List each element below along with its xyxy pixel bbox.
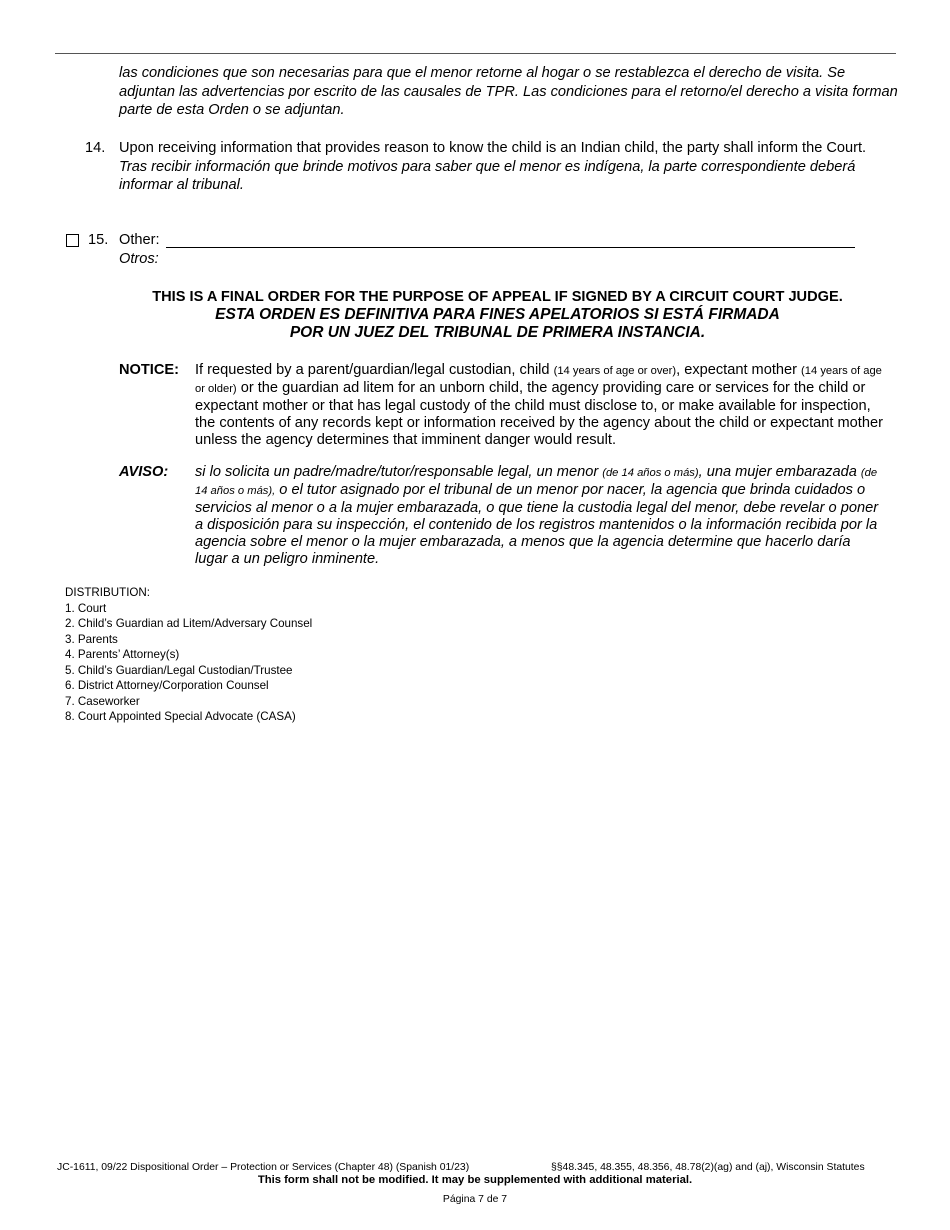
notice-text xyxy=(195,362,883,449)
aviso-part2: , una mujer embarazada xyxy=(698,464,861,480)
notice-small1: (14 years of age or over) xyxy=(553,365,677,377)
distribution-item: 3. Parents xyxy=(65,632,118,646)
item-14-spanish: Tras recibir información que brinde motivos para saber que el menor es indígena, la parte correspondiente deberá informar al tribunal. xyxy=(119,158,856,194)
distribution-item: 2. Child’s Guardian ad Litem/Adversary Counsel xyxy=(65,617,313,630)
notice-label: NOTICE: xyxy=(119,362,179,378)
page-number: Página 7 de 7 xyxy=(442,1194,508,1205)
other-input-line[interactable] xyxy=(166,247,855,248)
distribution-item: 5. Child’s Guardian/Legal Custodian/Trustee xyxy=(65,663,293,677)
distribution-item: 8. Court Appointed Special Advocate (CASA) xyxy=(65,710,296,723)
item-14 xyxy=(119,139,879,195)
item-14-english: Upon receiving information that provides reason to know the child is an Indian child, the party shall inform the Court. xyxy=(119,140,867,156)
top-rule xyxy=(55,53,896,54)
item-15-checkbox[interactable] xyxy=(66,234,79,247)
aviso-label: AVISO: xyxy=(119,464,169,480)
notice-part3: or the guardian ad litem for an unborn child, the agency providing care or services for the child or expectant mother or that has legal custody of the child must disclose to, or make available for inspection, the contents of any records kept or information received by the agency about the child or expectant mother unless the agency determines that imminent danger would result. xyxy=(195,380,883,448)
distribution-item: 6. District Attorney/Corporation Counsel xyxy=(65,679,269,692)
aviso-small1: (de 14 años o más) xyxy=(602,467,699,479)
notice-small2: (14 years of age or older) xyxy=(195,365,882,395)
final-order-english: THIS IS A FINAL ORDER FOR THE PURPOSE OF APPEAL IF SIGNED BY A CIRCUIT COURT JUDGE. xyxy=(152,289,843,305)
distribution-list xyxy=(65,585,312,725)
other-label: Other: xyxy=(119,232,160,248)
aviso-part3: o el tutor asignado por el tribunal de un menor por nacer, la agencia que brinda cuidados o servicios al menor o a la mujer embarazada, o que tiene la custodia legal del menor, debe revelar o poner a disposición para su inspección, el contenido de los registros mantenidos o la información recibida por la agencia sobre el menor o la mujer embarazada, a menos que la agencia determine que hacerlo daría lugar a un peligro inminente. xyxy=(195,482,879,567)
otros-label: Otros: xyxy=(119,251,159,267)
item-14-number: 14. xyxy=(85,140,106,156)
footer-form-id: JC-1611, 09/22 Dispositional Order – Protection or Services (Chapter 48) (Spanish 01/23) xyxy=(57,1162,470,1173)
aviso-part1: si lo solicita un padre/madre/tutor/responsable legal, un menor xyxy=(195,464,603,480)
notice-part1: If requested by a parent/guardian/legal custodian, child xyxy=(195,362,554,378)
distribution-title: DISTRIBUTION: xyxy=(65,586,151,599)
distribution-item: 1. Court xyxy=(65,601,107,615)
aviso-text xyxy=(195,464,883,568)
item-13-continuation: las condiciones que son necesarias para que el menor retorne al hogar o se restablezca el derecho de visita. Se adjuntan las advertencias por escrito de las causales de TPR. Las condiciones para el retorno/el derecho a visita forman parte de esta Orden o se adjuntan. xyxy=(119,65,898,119)
aviso-small2: (de 14 años o más), xyxy=(195,467,878,497)
final-order-spanish-line1: ESTA ORDEN ES DEFINITIVA PARA FINES APELATORIOS SI ESTÁ FIRMADA xyxy=(215,306,780,323)
notice-part2: , expectant mother xyxy=(676,362,802,378)
footer-statutes: §§48.345, 48.355, 48.356, 48.78(2)(ag) and (aj), Wisconsin Statutes xyxy=(551,1162,865,1173)
distribution-item: 7. Caseworker xyxy=(65,694,140,708)
item-15-number: 15. xyxy=(88,232,109,248)
footer-notice: This form shall not be modified. It may be supplemented with additional material. xyxy=(257,1174,693,1186)
distribution-item: 4. Parents’ Attorney(s) xyxy=(65,648,180,661)
final-order-spanish-line2: POR UN JUEZ DEL TRIBUNAL DE PRIMERA INSTANCIA. xyxy=(289,324,706,341)
